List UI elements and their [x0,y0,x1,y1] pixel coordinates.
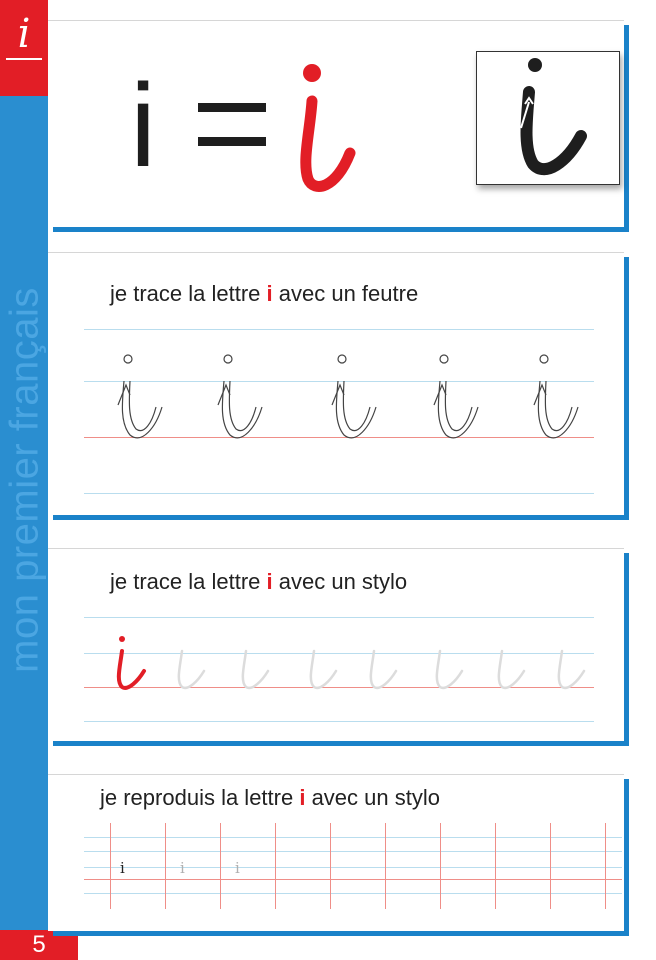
grid-column-line [605,823,606,909]
trace-felt-card [48,252,624,515]
print-letter: i [130,60,157,192]
letter-model-box [476,51,620,185]
trace-letter [534,355,578,438]
book-title: mon premier français [2,287,47,673]
grid-column-line [330,823,331,909]
sidebar-letter-tab [0,0,48,96]
grid-column-line [110,823,111,909]
equals-sign [198,103,266,147]
model-letter-red [119,636,144,688]
trace-letter [218,355,262,438]
grid-column-line [385,823,386,909]
grid-column-line [495,823,496,909]
grid-column-line [275,823,276,909]
model-letter-dark: i [120,859,125,877]
guide-line [84,329,594,330]
grid-column-line [550,823,551,909]
letter-header-card [48,20,624,227]
guide-line [84,617,594,618]
trace-pen-card [48,548,624,741]
faded-letter [499,651,524,688]
faded-letter [559,651,584,688]
grid-column-line [220,823,221,909]
grid-column-line [165,823,166,909]
sidebar-letter: i [17,11,31,57]
script-letter-red [288,61,368,201]
faded-letter [437,651,462,688]
trace-letters [108,351,588,447]
trace-letter [434,355,478,438]
faded-letter [311,651,336,688]
model-letter-faded: i [235,859,240,877]
trace-letter [332,355,376,438]
faded-letter [243,651,268,688]
sidebar-letter-underline [6,58,42,60]
cursive-i-example-icon [477,52,619,184]
model-letter-faded: i [180,859,185,877]
grid-column-line [440,823,441,909]
guide-line [84,493,594,494]
instruction-felt: je trace la lettre i avec un feutre [110,281,419,306]
faded-letter [371,651,396,688]
pen-letters [108,633,608,693]
sidebar [0,0,48,960]
faded-letter [179,651,204,688]
instruction-reproduce: je reproduis la lettre i avec un stylo [100,785,440,810]
guide-line [84,721,594,722]
page-number: 5 [0,930,78,960]
instruction-pen: je trace la lettre i avec un stylo [110,569,408,594]
trace-letter [118,355,162,438]
reproduce-card [48,774,624,931]
